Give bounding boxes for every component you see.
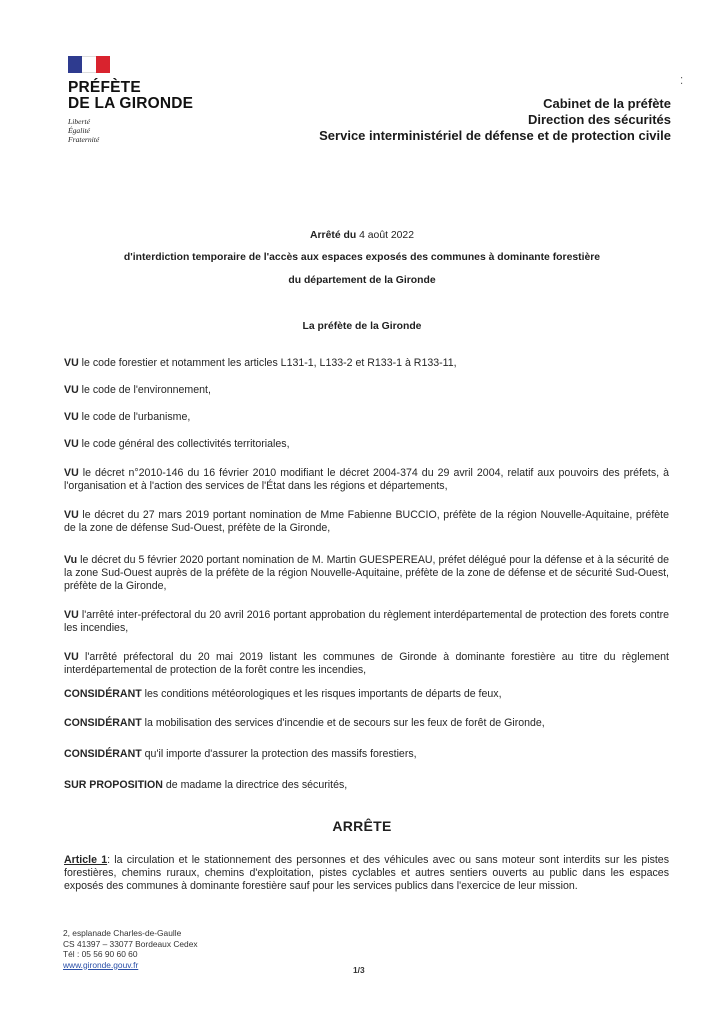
consideration-item: VU le code général des collectivités territoriales,	[64, 438, 290, 450]
decree-subject: d'interdiction temporaire de l'accès aux espaces exposés des communes à dominante forestière	[123, 252, 601, 263]
consideration-item: VU l'arrêté préfectoral du 20 mai 2019 listant les communes de Gironde à dominante forestière au titre du règlement interdépartemental de protection de la forêt contre les incendies,	[64, 651, 669, 677]
consideration-item: VU l'arrêté inter-préfectoral du 20 avril 2016 portant approbation du règlement interdépartemental de protection des forets contre les incendies,	[64, 609, 669, 635]
service-line: Cabinet de la préfète	[543, 96, 671, 111]
consideration-item: VU le code de l'environnement,	[64, 384, 211, 396]
issuing-services	[319, 96, 671, 144]
decision-heading: ARRÊTE	[332, 818, 392, 834]
consideration-item: VU le décret du 27 mars 2019 portant nomination de Mme Fabienne BUCCIO, préfète de la région Nouvelle-Aquitaine, préfète de la zone de défense Sud-Ouest, préfète de la Gironde,	[64, 509, 669, 535]
decree-subject-scope: du département de la Gironde	[288, 275, 436, 286]
consideration-item: CONSIDÉRANT les conditions météorologiques et les risques importants de départs de feux,	[64, 688, 502, 700]
article-label: Article 1	[64, 854, 108, 866]
consideration-item: VU le code forestier et notamment les articles L131-1, L133-2 et R133-1 à R133-11,	[64, 357, 457, 369]
consideration-item: VU le code de l'urbanisme,	[64, 411, 191, 423]
signatory-heading: La préfète de la Gironde	[302, 321, 422, 332]
service-line: Service interministériel de défense et de protection civile	[319, 128, 671, 143]
margin-mark: ⁚	[680, 76, 684, 87]
service-line: Direction des sécurités	[527, 112, 671, 127]
consideration-item: SUR PROPOSITION de madame la directrice des sécurités,	[64, 779, 348, 791]
footer-address: 2, esplanade Charles-de-Gaulle CS 41397 – 33077 Bordeaux Cedex Tél : 05 56 90 60 60 www.gironde.gouv.fr	[63, 928, 198, 970]
consideration-item: CONSIDÉRANT qu'il importe d'assurer la protection des massifs forestiers,	[64, 748, 417, 760]
article-1: Article 1: la circulation et le stationnement des personnes et des véhicules avec ou sans moteur sont interdits sur les pistes forestières, chemins ruraux, chemins d'exploitation, pistes cyclables et autres sentiers ouverts au public dans les espaces exposés des communes à dominante forestière sauf pour les services publics dans l'exercice de leur mission.	[64, 854, 670, 893]
consideration-item: CONSIDÉRANT la mobilisation des services d'incendie et de secours sur les feux de forêt de Gironde,	[64, 717, 545, 729]
authority-name: PRÉFÈTE DE LA GIRONDE	[68, 79, 194, 112]
website-link[interactable]: www.gironde.gouv.fr	[63, 959, 139, 970]
consideration-item: VU le décret n°2010-146 du 16 février 2010 modifiant le décret 2004-374 du 29 avril 2004, relatif aux pouvoirs des préfets, à l'organisation et à l'action des services de l'État dans les régions et départements,	[64, 467, 669, 493]
french-flag-icon	[68, 56, 110, 73]
republic-motto: Liberté Égalité Fraternité	[68, 117, 100, 144]
page-number: 1/3	[353, 965, 365, 975]
consideration-item: Vu le décret du 5 février 2020 portant nomination de M. Martin GUESPEREAU, préfet délégué pour la défense et à la sécurité de la zone Sud-Ouest auprès de la préfète de la région Nouvelle-Aquitaine, préfète de la zone de défense et de sécurité Sud-Ouest, préfète de la Gironde,	[64, 554, 669, 593]
prefecture-logo	[68, 56, 193, 144]
decree-title: Arrêté du 4 août 2022	[310, 230, 414, 241]
